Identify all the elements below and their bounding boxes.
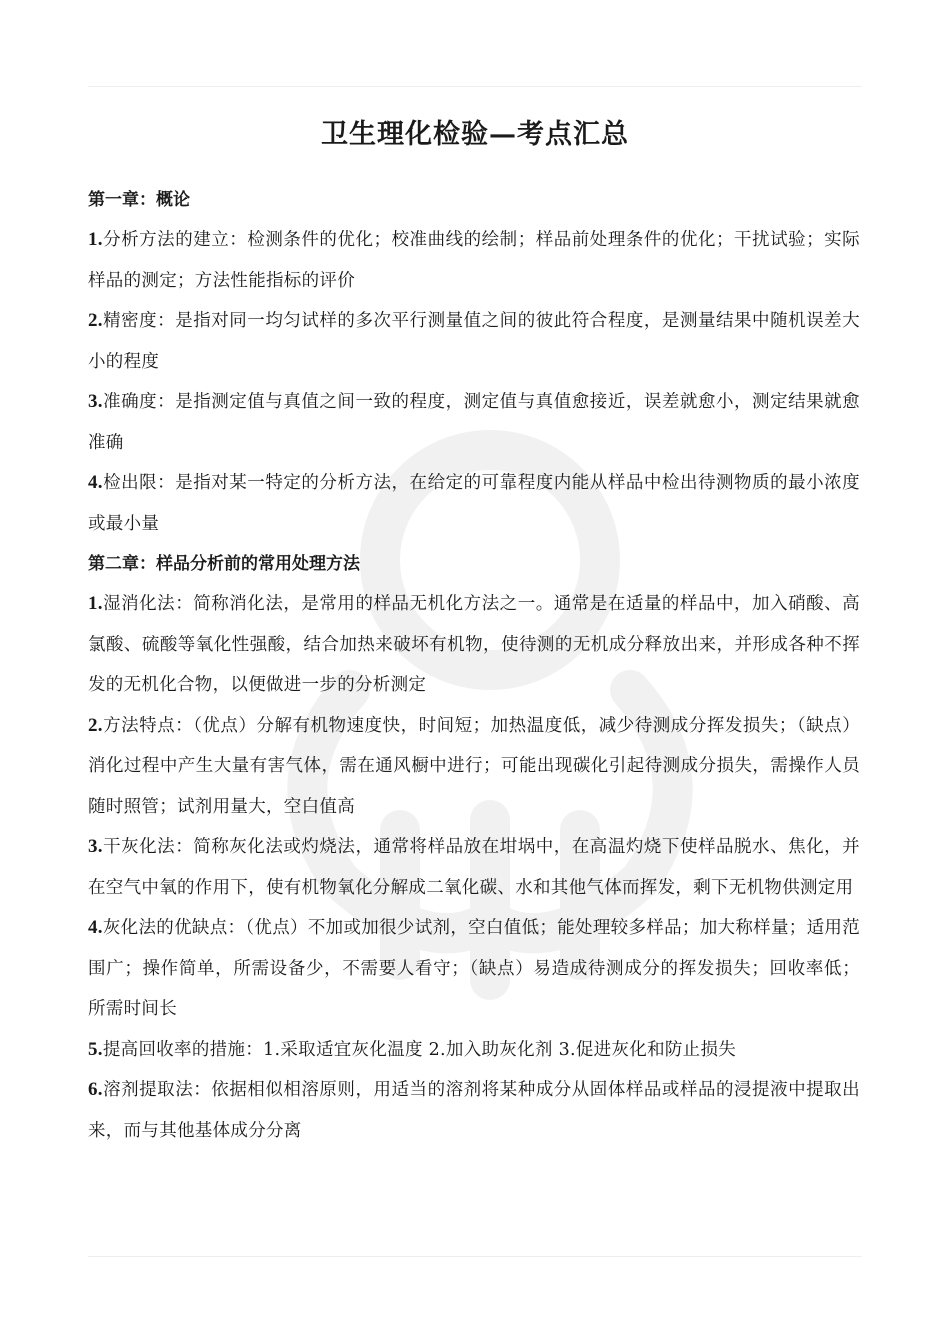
list-item: [88, 301, 860, 382]
item-number: 2.: [88, 310, 103, 331]
item-text: 精密度：是指对同一均匀试样的多次平行测量值之间的彼此符合程度，是测量结果中随机误差大小的程度: [88, 311, 860, 372]
item-text: 湿消化法：简称消化法，是常用的样品无机化方法之一。通常是在适量的样品中，加入硝酸、高氯酸、硫酸等氧化性强酸，结合加热来破坏有机物，使待测的无机成分释放出来，并形成各种不挥发的无机化合物，以便做进一步的分析测定: [88, 594, 860, 695]
list-item: [88, 1030, 860, 1071]
item-text: 提高回收率的措施：1.采取适宜灰化温度 2.加入助灰化剂 3.促进灰化和防止损失: [102, 1039, 737, 1060]
item-number: 3.: [88, 391, 103, 412]
list-item: [88, 1070, 860, 1151]
item-text: 干灰化法：简称灰化法或灼烧法，通常将样品放在坩埚中，在高温灼烧下使样品脱水、焦化，并在空气中氧的作用下，使有机物氧化分解成二氧化碳、水和其他气体而挥发，剩下无机物供测定用: [88, 837, 860, 898]
item-text: 准确度：是指测定值与真值之间一致的程度，测定值与真值愈接近，误差就愈小，测定结果就愈准确: [88, 392, 860, 453]
item-text: 灰化法的优缺点：（优点）不加或加很少试剂，空白值低；能处理较多样品；加大称样量；适用范围广；操作简单，所需设备少，不需要人看守；（缺点）易造成待测成分的挥发损失；回收率低；所需时间长: [88, 918, 860, 1019]
page-title: 卫生理化检验—考点汇总: [321, 119, 629, 150]
list-item: [88, 220, 860, 301]
item-number: 1.: [88, 229, 103, 250]
document-body: [88, 180, 860, 1151]
item-number: 4.: [88, 472, 103, 493]
item-text: 方法特点：（优点）分解有机物速度快，时间短；加热温度低，减少待测成分挥发损失；（缺点）消化过程中产生大量有害气体，需在通风橱中进行；可能出现碳化引起待测成分损失，需操作人员随时照管；试剂用量大，空白值高: [88, 715, 860, 817]
item-text: 分析方法的建立：检测条件的优化；校准曲线的绘制；样品前处理条件的优化；干扰试验；实际样品的测定；方法性能指标的评价: [88, 230, 860, 291]
item-number: 2.: [88, 714, 103, 736]
item-text: 检出限：是指对某一特定的分析方法，在给定的可靠程度内能从样品中检出待测物质的最小浓度或最小量: [88, 473, 860, 534]
item-number: 4.: [88, 917, 103, 938]
item-number: 5.: [88, 1038, 103, 1060]
list-item: [88, 706, 860, 828]
chapter-heading: 第一章：概论: [88, 190, 190, 210]
list-item: [88, 908, 860, 1030]
list-item: [88, 584, 860, 706]
item-text: 溶剂提取法：依据相似相溶原则，用适当的溶剂将某种成分从固体样品或样品的浸提液中提取出来，而与其他基体成分分离: [88, 1080, 860, 1141]
list-item: [88, 827, 860, 908]
bottom-divider: [88, 1256, 862, 1257]
list-item: [88, 463, 860, 544]
list-item: [88, 382, 860, 463]
item-number: 6.: [88, 1079, 103, 1100]
item-number: 3.: [88, 836, 103, 857]
top-divider: [88, 86, 862, 87]
chapter-heading: 第二章：样品分析前的常用处理方法: [88, 554, 360, 574]
item-number: 1.: [88, 593, 103, 614]
